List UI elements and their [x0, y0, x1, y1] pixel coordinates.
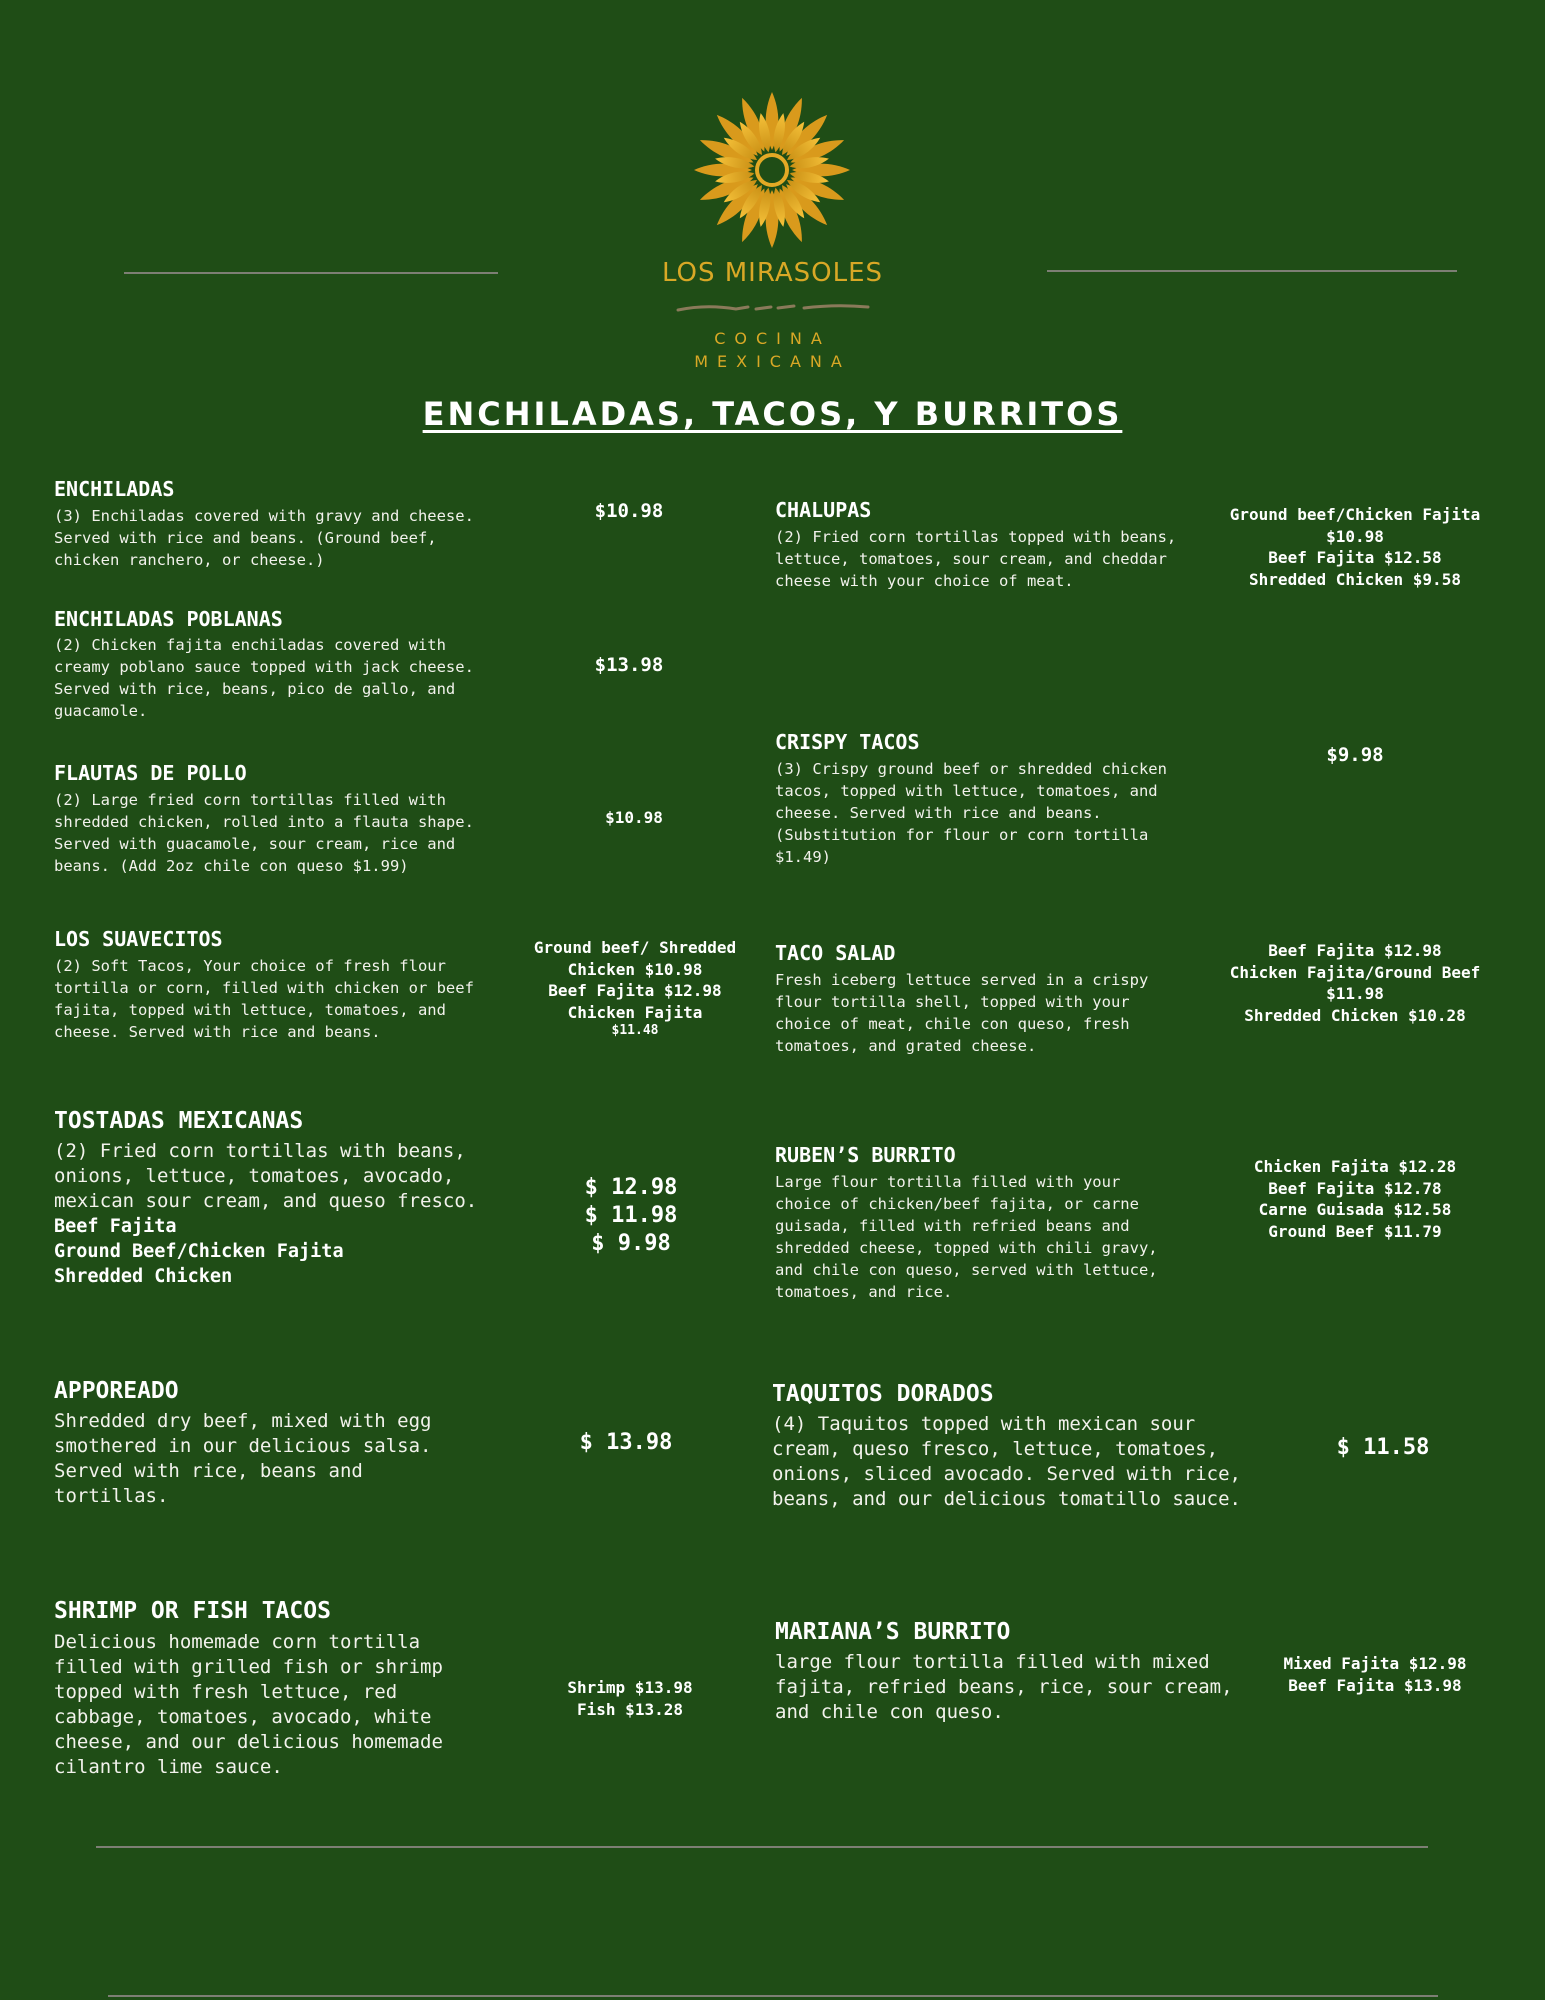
- item-price-apporeado: $ 13.98: [579, 1430, 673, 1455]
- item-price-rubens-burrito: Chicken Fajita $12.28 Beef Fajita $12.78 Carne Guisada $12.58 Ground Beef $11.79: [1253, 1157, 1457, 1241]
- item-name-chalupas: CHALUPAS: [775, 498, 872, 522]
- brand-divider: [676, 302, 870, 314]
- header-rule-right: [1047, 270, 1457, 272]
- header-rule-left: [124, 272, 498, 274]
- item-name-apporeado: APPOREADO: [54, 1378, 179, 1404]
- item-desc-taco-salad: Fresh iceberg lettuce served in a crispy flour tortilla shell, topped with your choice of meat, chile con queso, fresh tomatoes, and grated cheese.: [775, 971, 1149, 1055]
- item-options-tostadas-mexicanas: Beef Fajita Ground Beef/Chicken Fajita Shredded Chicken: [54, 1216, 344, 1287]
- item-name-rubens-burrito: RUBEN’S BURRITO: [775, 1143, 956, 1167]
- item-desc-los-suavecitos: (2) Soft Tacos, Your choice of fresh flour tortilla or corn, filled with chicken or beef fajita, topped with lettuce, tomatoes, and cheese. Served with rice and beans.: [54, 957, 474, 1041]
- item-name-marianas-burrito: MARIANA’S BURRITO: [775, 1619, 1011, 1645]
- item-price-extra-los-suavecitos: $11.48: [611, 1023, 659, 1038]
- item-desc-enchiladas-poblanas: (2) Chicken fajita enchiladas covered with creamy poblano sauce topped with jack cheese. Served with rice, beans, pico de gallo, and guacamole.: [54, 636, 474, 720]
- item-desc-tostadas-mexicanas: (2) Fried corn tortillas with beans, onions, lettuce, tomatoes, avocado, mexican sour cream, and queso fresco.: [54, 1140, 478, 1212]
- item-price-marianas-burrito: Mixed Fajita $12.98 Beef Fajita $13.98: [1283, 1654, 1467, 1695]
- item-name-los-suavecitos: LOS SUAVECITOS: [54, 927, 223, 951]
- item-desc-enchiladas: (3) Enchiladas covered with gravy and cheese. Served with rice and beans. (Ground beef, chicken ranchero, or cheese.): [54, 507, 474, 569]
- item-price-tostadas-mexicanas: $ 12.98 $ 11.98 $ 9.98: [584, 1175, 678, 1256]
- item-name-crispy-tacos: CRISPY TACOS: [775, 730, 920, 754]
- item-name-tostadas-mexicanas: TOSTADAS MEXICANAS: [54, 1108, 304, 1134]
- item-name-taquitos-dorados: TAQUITOS DORADOS: [772, 1381, 994, 1407]
- item-desc-chalupas: (2) Fried corn tortillas topped with beans, lettuce, tomatoes, sour cream, and cheddar cheese with your choice of meat.: [775, 528, 1177, 590]
- item-name-flautas-de-pollo: FLAUTAS DE POLLO: [54, 761, 247, 785]
- item-desc-marianas-burrito: large flour tortilla filled with mixed fajita, refried beans, rice, sour cream, and chile con queso.: [775, 1651, 1233, 1723]
- footer-rule-top: [96, 1846, 1428, 1848]
- item-desc-rubens-burrito: Large flour tortilla filled with your choice of chicken/beef fajita, or carne guisada, filled with refried beans and shredded cheese, topped with chili gravy, and chile con queso, served with lettuce, tomatoes, and rice.: [775, 1173, 1158, 1301]
- section-title: ENCHILADAS, TACOS, Y BURRITOS: [422, 395, 1123, 433]
- item-price-taquitos-dorados: $ 11.58: [1336, 1435, 1430, 1460]
- item-desc-taquitos-dorados: (4) Taquitos topped with mexican sour cream, queso fresco, lettuce, tomatoes, onions, sliced avocado. Served with rice, beans, and our delicious tomatillo sauce.: [772, 1413, 1241, 1510]
- brand-tagline-1: COCINA: [714, 329, 831, 348]
- item-desc-flautas-de-pollo: (2) Large fried corn tortillas filled with shredded chicken, rolled into a flauta shape. Served with guacamole, sour cream, rice and beans. (Add 2oz chile con queso $1.99): [54, 791, 474, 875]
- item-desc-shrimp-or-fish-tacos: Delicious homemade corn tortilla filled with grilled fish or shrimp topped with fresh lettuce, red cabbage, tomatoes, avocado, white cheese, and our delicious homemade cilantro lime sauce.: [54, 1631, 443, 1778]
- item-name-enchiladas: ENCHILADAS: [54, 477, 175, 501]
- brand-tagline-2: MEXICANA: [694, 352, 851, 371]
- item-price-crispy-tacos: $9.98: [1326, 744, 1384, 766]
- item-price-flautas-de-pollo: $10.98: [605, 808, 663, 827]
- item-name-shrimp-or-fish-tacos: SHRIMP OR FISH TACOS: [54, 1598, 331, 1624]
- item-price-enchiladas-poblanas: $13.98: [594, 654, 664, 676]
- item-price-shrimp-or-fish-tacos: Shrimp $13.98 Fish $13.28: [567, 1678, 693, 1719]
- item-name-taco-salad: TACO SALAD: [775, 941, 896, 965]
- item-price-los-suavecitos: Ground beef/ Shredded Chicken $10.98 Beef Fajita $12.98 Chicken Fajita: [533, 938, 737, 1022]
- item-price-chalupas: Ground beef/Chicken Fajita $10.98 Beef Fajita $12.58 Shredded Chicken $9.58: [1229, 505, 1481, 589]
- item-name-enchiladas-poblanas: ENCHILADAS POBLANAS: [54, 607, 283, 631]
- item-price-taco-salad: Beef Fajita $12.98 Chicken Fajita/Ground Beef $11.98 Shredded Chicken $10.28: [1229, 941, 1481, 1025]
- item-desc-apporeado: Shredded dry beef, mixed with egg smothered in our delicious salsa. Served with rice, beans and tortillas.: [54, 1410, 432, 1507]
- brand-name: LOS MIRASOLES: [661, 258, 884, 288]
- item-price-enchiladas: $10.98: [594, 500, 664, 522]
- footer-rule-bottom: [108, 1995, 1438, 1997]
- item-desc-crispy-tacos: (3) Crispy ground beef or shredded chicken tacos, topped with lettuce, tomatoes, and cheese. Served with rice and beans. (Substitution for flour or corn tortilla $1.49): [775, 760, 1167, 866]
- sunflower-icon: [692, 90, 852, 250]
